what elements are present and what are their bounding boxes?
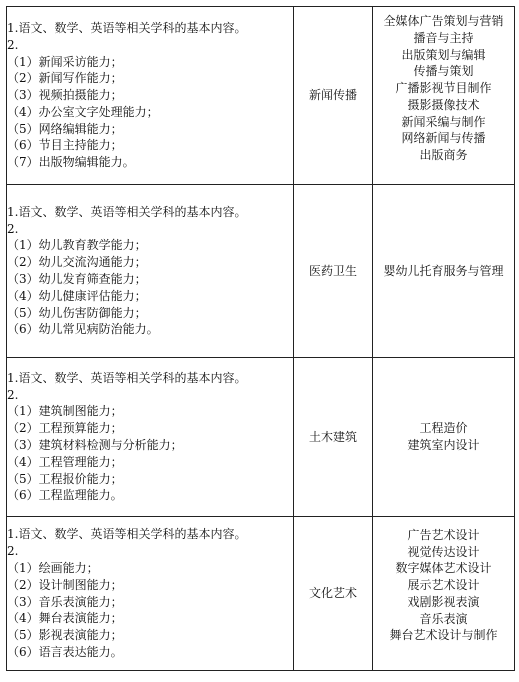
requirement-line: （2）新闻写作能力； [7,71,123,86]
requirements-cell [7,358,294,517]
majors-cell [373,517,515,671]
requirement-line: 1.语文、数学、英语等相关学科的基本内容。 [7,370,247,385]
requirement-line: （2）工程预算能力； [7,421,123,436]
requirements-cell [7,7,294,185]
requirement-line: （2）幼儿交流沟通能力； [7,255,147,270]
major-item: 舞台艺术设计与制作 [389,628,498,643]
requirement-line: 1.语文、数学、英语等相关学科的基本内容。 [7,527,247,542]
requirement-line: （4）幼儿健康评估能力； [7,288,147,303]
category-cell: 文化艺术 [294,517,373,671]
requirement-line: （6）节目主持能力； [7,138,123,153]
major-item: 建筑室内设计 [407,438,480,452]
requirement-line: （3）建筑材料检测与分析能力； [7,438,183,452]
category-cell: 新闻传播 [294,7,373,185]
table-row [7,185,515,358]
requirement-line: （6）幼儿常见病防治能力。 [7,322,159,337]
requirement-line: （6）工程监理能力。 [7,488,123,503]
major-item: 展示艺术设计 [407,578,480,593]
major-item: 传播与策划 [413,64,474,79]
table-row [7,358,515,517]
table-row [7,517,515,671]
subject-table [6,6,515,671]
requirements-cell [7,517,294,671]
requirement-line: （5）幼儿伤害防御能力； [7,305,147,320]
requirement-line: 1.语文、数学、英语等相关学科的基本内容。 [7,20,247,35]
major-item: 播音与主持 [413,30,474,45]
requirement-line: （4）工程管理能力； [7,454,123,469]
majors-cell [373,358,515,517]
category-cell: 医药卫生 [294,185,373,358]
requirement-line: （4）舞台表演能力； [7,611,123,626]
major-item: 出版策划与编辑 [401,47,486,62]
major-item: 婴幼儿托育服务与管理 [383,263,504,278]
major-item: 网络新闻与传播 [401,131,486,146]
requirement-line: （1）建筑制图能力； [7,404,123,419]
requirement-line: （1）绘画能力； [7,560,99,575]
major-item: 工程造价 [419,421,468,436]
major-item: 数字媒体艺术设计 [395,561,492,576]
major-item: 新闻采编与制作 [401,114,486,129]
requirement-line: （5）网络编辑能力； [7,121,123,136]
requirement-line: （7）出版物编辑能力。 [7,155,135,170]
requirement-line: （2）设计制图能力； [7,577,123,592]
requirement-line: （1）新闻采访能力； [7,54,123,69]
majors-cell [373,185,515,358]
requirement-line: （5）工程报价能力； [7,471,123,486]
requirement-line: （3）视频拍摄能力； [7,88,123,103]
major-item: 广告艺术设计 [407,527,480,542]
requirement-line: 2. [7,544,19,559]
majors-cell [373,7,515,185]
major-item: 视觉传达设计 [407,544,480,559]
requirement-line: （3）音乐表演能力； [7,594,123,609]
requirement-line: 1.语文、数学、英语等相关学科的基本内容。 [7,204,247,219]
requirements-cell [7,185,294,358]
table-row [7,7,515,185]
category-cell: 土木建筑 [294,358,373,517]
major-item: 戏剧影视表演 [407,594,480,609]
requirement-line: 2. [7,387,19,402]
major-item: 摄影摄像技术 [407,97,480,112]
requirement-line: （3）幼儿发育筛查能力； [7,272,147,286]
major-item: 出版商务 [419,148,468,163]
major-item: 广播影视节目制作 [395,81,492,96]
requirement-line: （5）影视表演能力； [7,628,123,643]
major-item: 音乐表演 [419,611,468,626]
requirement-line: （6）语言表达能力。 [7,644,123,659]
requirement-line: 2. [7,221,19,236]
major-item: 全媒体广告策划与营销 [383,13,504,28]
requirement-line: 2. [7,37,19,52]
requirement-line: （4）办公室文字处理能力； [7,104,159,119]
requirement-line: （1）幼儿教育教学能力； [7,238,147,253]
